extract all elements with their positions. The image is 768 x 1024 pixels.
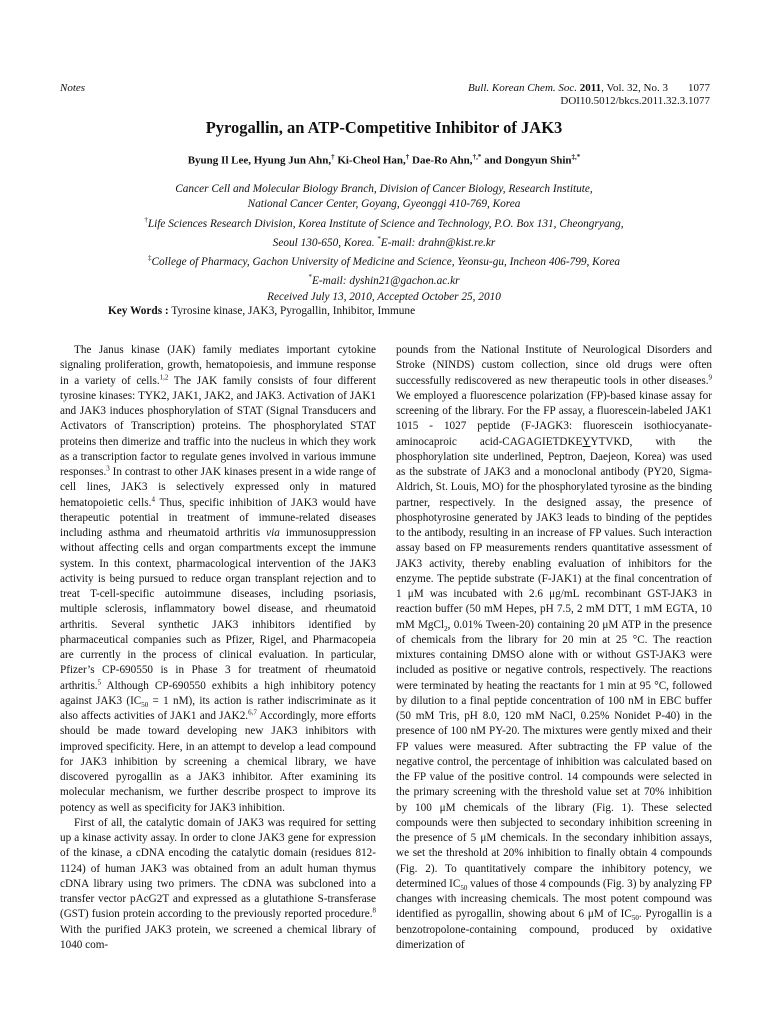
body-paragraph-intro: The Janus kinase (JAK) family mediates important cytokine signaling proliferation, growth, hematopoiesis, and immune response in a variety of cells.$^{1,2}$ The JAK family consists of four different tyrosine kinases: TYK2, JAK1, JAK2, and JAK3. Activation of JAK1 and JAK3 induces phosphorylation of STAT (Signal Transducers and Activators of Transcription) proteins. The phosphorylated STAT proteins then dimerize and traffic into the nucleus in which they work as a transcription factor to regulate genes involved in various immune responses.$^3$ In contrast to other JAK kinases present in a wide range of cell lines, JAK3 is selectively expressed only in matured hematopoietic cells.$^4$ Thus, specific inhibition of JAK3 would have therapeutic potential in treatment of immune-related diseases including asthma and rheumatoid arthritis via immunosuppression without affecting cells and organ compartments except the immune system. In this context, pharmacological intervention of the JAK3 activity is being pursued to reduce organ transplant rejection and to treat T-cell-specific autoimmune diseases, including psoriasis, multiple sclerosis, inflammatory bowel disease, and rheumatoid arthritis. Several synthetic JAK3 inhibitors identified by pharmaceutical companies such as Pfizer, Rigel, and Pharmacopeia are currently in the process of clinical evaluation. In particular, Pfizer’s CP-690550 is in Phase 3 for treatment of rheumatoid arthritis.$^5$ Although CP-690550 exhibits a high inhibitory potency against JAK3 ($IC_{50} = 1$ nM), its action is rather indiscriminate as it also affects activities of JAK1 and JAK2.$^{6,7}$ Accordingly, more efforts should be made toward developing new JAK3 inhibitors with improved specificity. Here, in an attempt to develop a lead compound for JAK3 inhibition by screening a chemical library, we have discovered pyrogallin as a JAK3 inhibitor. After examining its molecular mechanism, we further describe prospect to improve its potency as well as specificity for JAK3 inhibition. [60, 344, 377, 814]
author-mark: †,* [472, 153, 482, 161]
author-lee-ahn: Byung Il Lee, Hyung Jun Ahn, [187, 154, 332, 167]
paper-title: Pyrogallin, an ATP-Competitive Inhibitor of JAK3 [205, 118, 563, 137]
keywords-text: Tyrosine kinase, JAK3, Pyrogallin, Inhibitor, Immune [168, 305, 416, 317]
affiliation-line: ‡College of Pharmacy, Gachon University of Medicine and Science, Yeonsu-gu, Incheon 406-799, Korea [147, 254, 620, 268]
keywords [108, 305, 415, 317]
author-list [0, 153, 768, 167]
affiliation-line: National Cancer Center, Goyang, Gyeonggi 410-769, Korea [247, 198, 521, 211]
received-dates: Received July 13, 2010, Accepted October 25, 2010 [267, 290, 501, 303]
body-column-left [60, 343, 376, 953]
keywords-label: Key Words : [108, 305, 169, 317]
page-number: 1077 [688, 82, 710, 94]
affiliation-mark: † [144, 215, 148, 224]
affiliation-line: Seoul 130-650, Korea. *E-mail: drahn@kist.re.kr [272, 234, 496, 249]
affiliation-line: Cancer Cell and Molecular Biology Branch, Division of Cancer Biology, Research Institute, [175, 183, 593, 195]
affiliations [0, 182, 768, 305]
affiliation-line: †Life Sciences Research Division, Korea Institute of Science and Technology, P.O. Box 131, Cheongryang, [144, 215, 624, 230]
citation-line [468, 82, 710, 95]
author-han: Ki-Cheol Han, [334, 154, 406, 167]
author-mark: ‡,* [571, 153, 581, 161]
email-kist: E-mail: drahn@kist.re.kr [380, 236, 496, 249]
author-mark: † [405, 153, 410, 161]
journal-name: Bull. Korean Chem. Soc. [468, 82, 578, 94]
journal-volume: , Vol. 32, No. 3 [601, 82, 668, 94]
section-label: Notes [60, 82, 86, 94]
email-gachon: E-mail: dyshin21@gachon.ac.kr [312, 275, 460, 288]
body-paragraph-methods: First of all, the catalytic domain of JAK3 was required for setting up a kinase activity assay. In order to clone JAK3 gene for expression of the kinase, a cDNA encoding the catalytic domain (residues 812-1124) of human JAK3 was obtained from an adult human thymus cDNA library using two primers. The cDNA was subcloned into a transfer vector pAcG2T and expressed as a glutathione S-transferase (GST) fusion protein according to the previously reported procedure.$^8$ With the purified JAK3 protein, we screened a chemical library of 1040 com- [60, 816, 376, 951]
body-paragraph-methods-cont: pounds from the National Institute of Neurological Disorders and Stroke (NINDS) custom collection, since old drugs were often successfully rediscovered as new therapeutic tools in other diseases.$^9$ We employed a fluorescence polarization (FP)-based kinase assay for screening of the library. For the FP assay, a fluorescein-labeled JAK1 1015 - 1027 peptide (F-JAGK3: fluorescein isothiocyanate-aminocaproic acid-CAGAGIETDKEYYTVKD, with the phosphorylation site underlined, Peptron, Daejeon, Korea) was used as the substrate of JAK3 and a monoclonal antibody (PY20, Sigma-Aldrich, St. Louis, MO) for the phosphorylated tyrosine as the binding partner, respectively. In the designed assay, the presence of phosphotyrosine generated by JAK3 leads to binding of the peptides to the antibody, resulting in an increase of FP values. Such interaction assay based on FP measurements renders quantitative assessment of JAK3 activity, thereby enabling evaluation of inhibitors for the enzyme. The peptide substrate (F-JAK1) at the final concentration of 1 μM was incubated with 2.6 μg/mL recombinant GST-JAK3 in reaction buffer (50 mM Hepes, pH 7.5, 2 mM DTT, 1 mM EGTA, 10 mM MgCl$_2$, 0.01% Tween-20) containing 20 μM ATP in the presence of chemicals from the library for 20 min at 25 °C. The reaction mixtures containing DMSO alone with or without GST-JAK3 were included as positive or negative controls, respectively. The reactions were terminated by heating the reactants for 1 min at 95 °C, followed by dilution to a final peptide concentration of 100 nM in EBC buffer (50 mM Tris, pH 8.0, 120 mM NaCl, 0.25% Nonidet P-40) in the presence of 100 nM PY-20. The mixtures were gently mixed and their FP values were measured. After subtracting the FP value of the negative control, the percentage of inhibition was calculated based on the FP value of the positive control. 14 compounds were selected in the primary screening with the threshold value set at 70% inhibition by 100 μM chemicals of the library (Fig. 1). These selected compounds were then subjected to secondary inhibition screening in the presence of 5 μM chemicals. In the secondary inhibition assays, we set the threshold at 20% inhibition to finally obtain 4 compounds (Fig. 2). To quantitatively compare the inhibitory potency, we determined $IC_{50}$ values of those 4 compounds (Fig. 3) by analyzing FP changes with increasing chemicals. The most potent compound was identified as pyrogallin, showing about 6 μM of $IC_{50}$. Pyrogallin is a benzotropolone-containing compound, produced by oxidative dimerization of [396, 344, 713, 951]
journal-year: 2011 [579, 82, 602, 94]
affiliation-mark: * [377, 234, 381, 243]
affiliation-line [0, 270, 768, 289]
body-column-right [396, 343, 712, 953]
author-dr-ahn: Dae-Ro Ahn, [409, 154, 473, 167]
author-mark: † [331, 153, 335, 161]
journal-citation [468, 82, 710, 108]
author-shin: and Dongyun Shin [481, 154, 572, 167]
doi: DOI10.5012/bkcs.2011.32.3.1077 [560, 95, 710, 107]
affiliation-mark: * [308, 273, 312, 282]
affiliation-mark: ‡ [147, 254, 152, 263]
